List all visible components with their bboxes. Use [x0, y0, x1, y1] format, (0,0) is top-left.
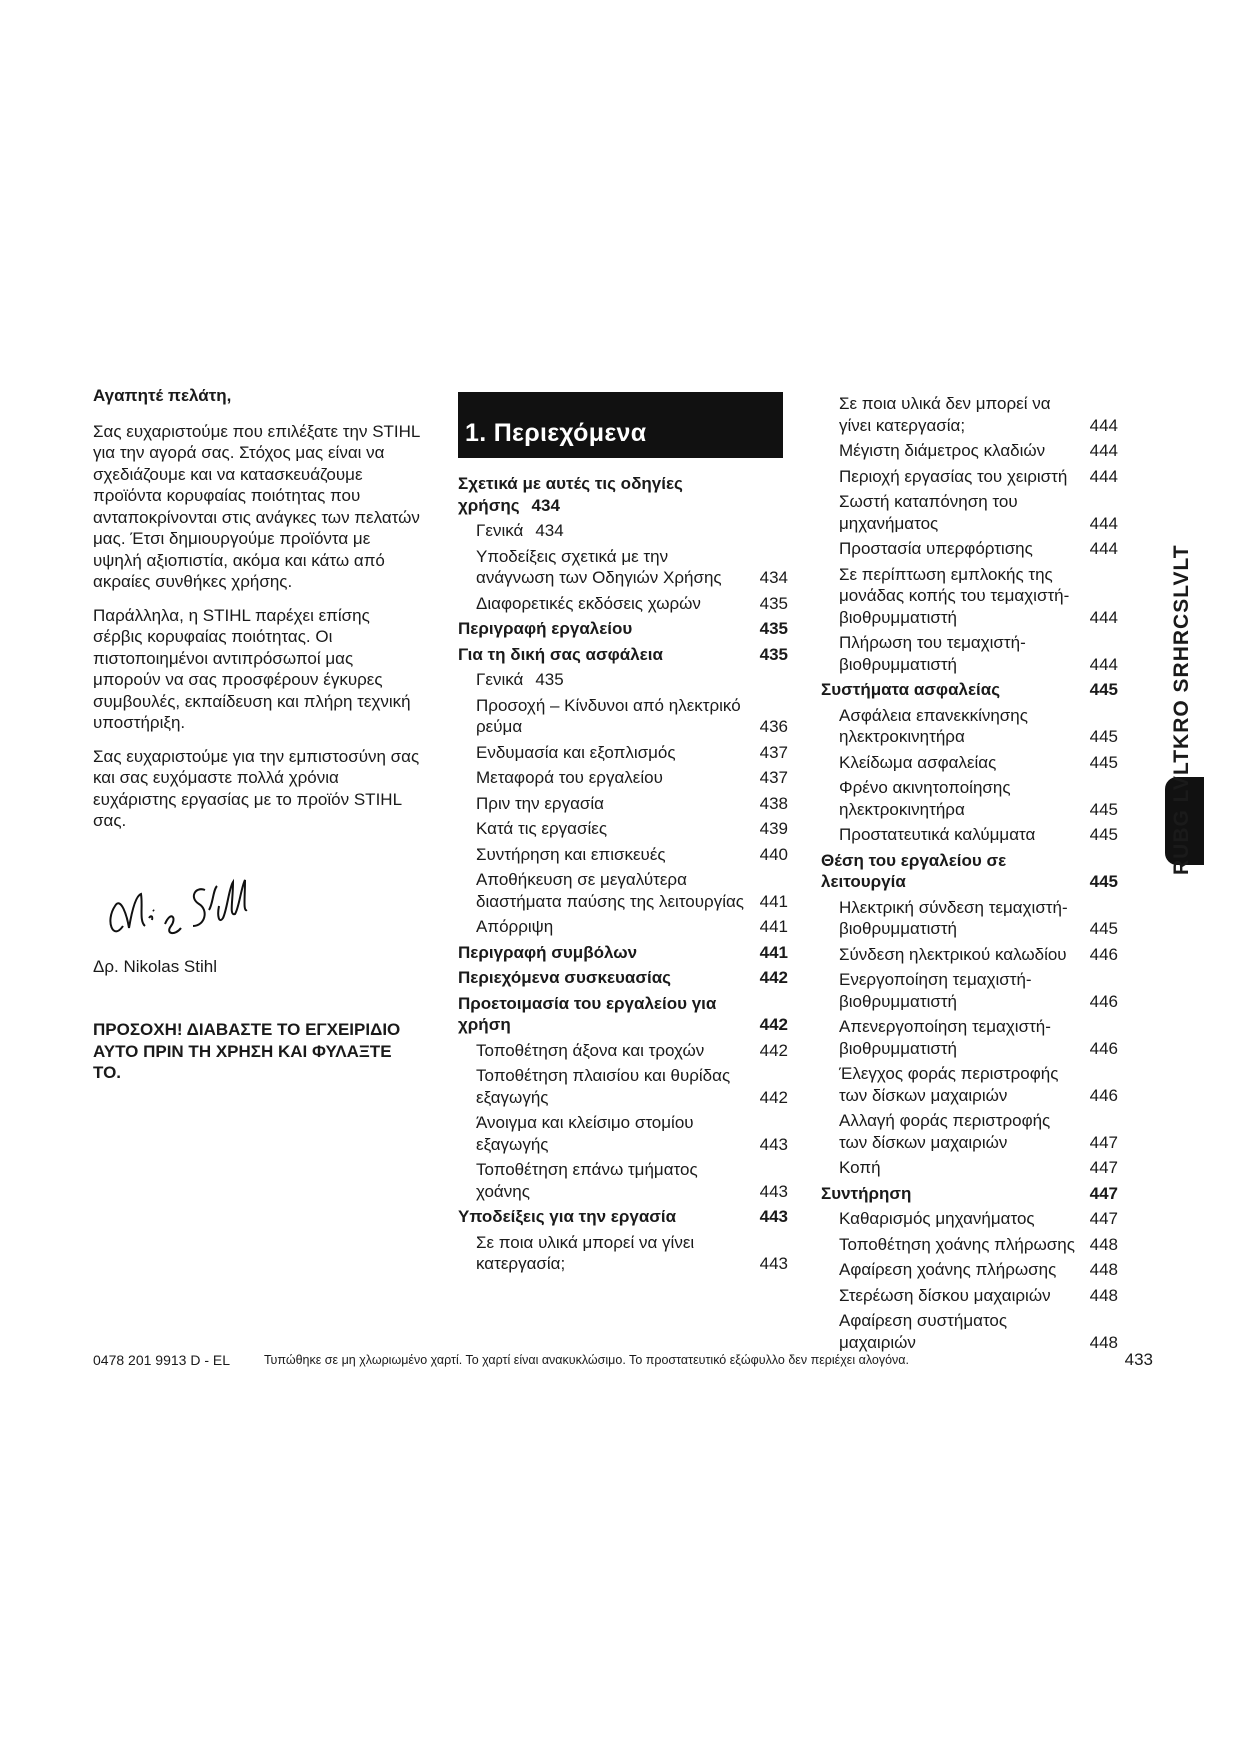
toc-section [458, 967, 788, 989]
toc-entry [821, 564, 1118, 629]
toc-entry-page: 440 [759, 844, 788, 864]
toc-entry-page: 446 [1089, 944, 1118, 964]
toc-entry-title: Περιεχόμενα συσκευασίας [458, 968, 671, 987]
toc-entry [821, 897, 1118, 940]
toc-entry [458, 742, 788, 764]
toc-entry-page: 434 [535, 521, 564, 540]
toc-section [458, 644, 788, 666]
toc-entry-title: Προσοχή – Κίνδυνοι από ηλεκτρικό ρεύμα [476, 695, 741, 736]
toc-entry-title: Υποδείξεις για την εργασία [458, 1207, 677, 1226]
toc-entry-page: 445 [1089, 825, 1118, 844]
toc-entry-title: Σχετικά με αυτές τις οδηγίες χρήσης [458, 474, 683, 515]
toc-entry-page: 445 [1089, 752, 1118, 772]
toc-entry-title: Διαφορετικές εκδόσεις χωρών [476, 593, 701, 613]
toc-entry-page: 446 [1089, 1085, 1118, 1105]
toc-entry [821, 777, 1118, 820]
toc-entry-title: Συστήματα ασφαλείας [821, 680, 1001, 699]
toc-entry-page: 444 [1089, 415, 1118, 435]
language-codes: RUBG LVLTKRO SRHRCSLVLT [1170, 544, 1193, 875]
toc-entry [458, 669, 788, 691]
toc-entry-page: 448 [1089, 1285, 1118, 1305]
toc-entry [821, 1310, 1118, 1353]
toc-entry [821, 1285, 1118, 1307]
toc-title: 1. Περιεχόμενα [465, 419, 647, 447]
toc-column-left [458, 473, 788, 1279]
toc-entry-page: 447 [1089, 1183, 1118, 1203]
toc-entry-page: 442 [759, 1015, 788, 1034]
toc-entry-page: 447 [1089, 1209, 1118, 1228]
toc-entry [821, 1208, 1118, 1230]
toc-entry-title: Φρένο ακινητοποίησης ηλεκτροκινητήρα [839, 778, 1011, 819]
toc-entry-title: Απενεργοποίηση τεμαχιστή-βιοθρυμματιστή [839, 1017, 1051, 1058]
toc-entry [821, 1016, 1118, 1059]
toc-entry-title: Σωστή καταπόνηση του μηχανήματος [839, 492, 1018, 533]
toc-entry-page: 442 [759, 1087, 788, 1107]
toc-entry-page: 444 [1089, 539, 1118, 558]
intro-paragraph-2: Παράλληλα, η STIHL παρέχει επίσης σέρβις κορυφαίας ποιότητας. Οι πιστοποιημένοι αντιπρόσωποί μας μπορούν να σας προσφέρουν έγκυρες συμβουλές, εκπαίδευση και πλήρη τεχνική υποστήριξη. [93, 605, 411, 732]
toc-entry-title: Αφαίρεση χοάνης πλήρωσης [839, 1260, 1057, 1279]
toc-entry-title: Έλεγχος φοράς περιστροφής των δίσκων μαχαιριών [839, 1064, 1059, 1105]
toc-entry-title: Θέση του εργαλείου σε λειτουργία [821, 850, 1007, 891]
toc-entry-title: Αποθήκευση σε μεγαλύτερα διαστήματα παύσης της λειτουργίας [476, 870, 744, 911]
toc-entry-page: 448 [1089, 1260, 1118, 1279]
toc-entry-page: 444 [1089, 441, 1118, 460]
toc-entry-title: Απόρριψη [476, 917, 554, 936]
toc-section [458, 942, 788, 964]
toc-entry [821, 632, 1118, 675]
toc-entry-page: 444 [1089, 513, 1118, 533]
toc-entry-page: 443 [759, 1254, 788, 1273]
toc-entry [821, 1234, 1118, 1256]
toc-entry-title: Ασφάλεια επανεκκίνησης ηλεκτροκινητήρα [839, 705, 1028, 746]
toc-entry-page: 434 [759, 568, 788, 587]
toc-entry-page: 437 [759, 742, 788, 762]
toc-entry-title: Μέγιστη διάμετρος κλαδιών [839, 441, 1046, 460]
toc-entry [821, 1157, 1118, 1179]
toc-entry-page: 439 [759, 819, 788, 838]
toc-entry [458, 1112, 788, 1155]
toc-entry-title: Σε ποια υλικά δεν μπορεί να γίνει κατεργασία; [839, 394, 1051, 435]
toc-entry [821, 705, 1118, 748]
toc-entry-page: 447 [1089, 1132, 1118, 1152]
toc-entry-page: 445 [1089, 727, 1118, 746]
toc-entry-page: 442 [759, 1040, 788, 1060]
toc-entry-page: 444 [1089, 654, 1118, 674]
toc-entry [458, 916, 788, 938]
toc-entry-page: 444 [1089, 466, 1118, 486]
toc-entry [458, 818, 788, 840]
toc-section [458, 1206, 788, 1228]
toc-entry [821, 824, 1118, 846]
toc-entry-title: Προστασία υπερφόρτισης [839, 539, 1033, 558]
toc-entry [821, 1110, 1118, 1153]
toc-entry-title: Πριν την εργασία [476, 793, 605, 813]
toc-entry-page: 435 [535, 670, 564, 689]
intro-column [93, 385, 423, 1084]
toc-entry-page: 435 [759, 619, 788, 638]
toc-entry-page: 435 [759, 644, 788, 664]
toc-entry-page: 447 [1089, 1158, 1118, 1177]
toc-entry [458, 546, 788, 589]
toc-entry [458, 1232, 788, 1275]
toc-entry-page: 437 [759, 768, 788, 787]
toc-entry-page: 448 [1089, 1234, 1118, 1254]
toc-entry-title: Γενικά [476, 521, 524, 540]
toc-header [458, 392, 783, 458]
toc-entry-title: Στερέωση δίσκου μαχαιριών [839, 1285, 1051, 1305]
toc-entry-title: Περιοχή εργασίας του χειριστή [839, 466, 1068, 486]
toc-entry-page: 445 [1089, 799, 1118, 819]
toc-entry [458, 695, 788, 738]
toc-entry-page: 445 [1089, 919, 1118, 938]
toc-entry [821, 393, 1118, 436]
toc-entry-page: 446 [1089, 1038, 1118, 1058]
toc-entry-page: 434 [531, 495, 560, 515]
toc-entry [821, 1259, 1118, 1281]
toc-entry [458, 1159, 788, 1202]
toc-entry-page: 441 [759, 917, 788, 936]
toc-entry-page: 441 [759, 942, 788, 962]
toc-entry-title: Γενικά [476, 670, 524, 689]
toc-entry [458, 767, 788, 789]
toc-entry-page: 436 [759, 717, 788, 736]
page-number: 433 [1124, 1350, 1153, 1369]
toc-entry-title: Ενεργοποίηση τεμαχιστή-βιοθρυμματιστή [839, 970, 1032, 1011]
toc-entry-page: 445 [1089, 680, 1118, 699]
toc-entry-page: 443 [759, 1181, 788, 1201]
toc-entry-title: Μεταφορά του εργαλείου [476, 768, 663, 787]
document-code: 0478 201 9913 D - EL [93, 1352, 230, 1368]
toc-entry-page: 438 [759, 793, 788, 813]
toc-section [458, 618, 788, 640]
toc-entry-title: Τοποθέτηση άξονα και τροχών [476, 1040, 705, 1060]
toc-entry [821, 538, 1118, 560]
toc-entry-title: Περιγραφή συμβόλων [458, 942, 638, 962]
toc-entry-title: Αλλαγή φοράς περιστροφής των δίσκων μαχαιριών [839, 1111, 1051, 1152]
toc-section [821, 1183, 1118, 1205]
toc-entry-title: Τοποθέτηση πλαισίου και θυρίδας εξαγωγής [476, 1066, 731, 1107]
toc-entry-title: Προετοιμασία του εργαλείου για χρήση [458, 993, 717, 1034]
toc-entry-title: Πλήρωση του τεμαχιστή-βιοθρυμματιστή [839, 633, 1026, 674]
toc-entry-title: Καθαρισμός μηχανήματος [839, 1209, 1035, 1228]
toc-entry [458, 593, 788, 615]
toc-entry-title: Κλείδωμα ασφαλείας [839, 752, 997, 772]
signature [93, 866, 273, 956]
toc-entry-page: 445 [1089, 872, 1118, 891]
toc-entry-title: Κοπή [839, 1158, 881, 1177]
toc-entry-page: 444 [1089, 607, 1118, 627]
toc-entry-title: Σε περίπτωση εμπλοκής της μονάδας κοπής του τεμαχιστή-βιοθρυμματιστή [839, 564, 1070, 627]
toc-entry-page: 448 [1089, 1332, 1118, 1352]
toc-entry [458, 793, 788, 815]
footer-note: Τυπώθηκε σε μη χλωριωμένο χαρτί. Το χαρτί είναι ανακυκλώσιμο. Το προστατευτικό εξώφυλλο δεν περιέχει αλογόνα. [264, 1353, 910, 1367]
toc-column-right [821, 393, 1118, 1357]
toc-entry-page: 443 [759, 1134, 788, 1154]
toc-entry [458, 869, 788, 912]
toc-entry-title: Άνοιγμα και κλείσιμο στομίου εξαγωγής [476, 1113, 694, 1154]
toc-section [458, 993, 788, 1036]
toc-section [458, 473, 788, 516]
warning-text: ΠΡΟΣΟΧΗ! ΔΙΑΒΑΣΤΕ ΤΟ ΕΓΧΕΙΡΙΔΙΟ ΑΥΤΟ ΠΡΙΝ ΤΗ ΧΡΗΣΗ ΚΑΙ ΦΥΛΑΞΤΕ ΤΟ. [93, 1020, 401, 1082]
toc-entry-page: 442 [759, 968, 788, 987]
toc-entry [821, 491, 1118, 534]
toc-entry-title: Σύνδεση ηλεκτρικού καλωδίου [839, 944, 1067, 964]
toc-entry [821, 969, 1118, 1012]
toc-entry-page: 446 [1089, 991, 1118, 1011]
toc-entry [458, 1040, 788, 1062]
signer-name: Δρ. Nikolas Stihl [93, 956, 218, 976]
intro-paragraph-1: Σας ευχαριστούμε που επιλέξατε την STIHL για την αγορά σας. Στόχος μας είναι να σχεδιάζουμε και να κατασκευάζουμε προϊόντα κορυφαίας ποιότητας που ανταποκρίνονται στις ανάγκες των πελατών μας. Έτσι δημιουργούμε προϊόντα με υψηλή αξιοπιστία, ακόμα και κάτω από ακραίες συνθήκες χρήσης. [93, 421, 420, 591]
toc-entry-title: Για τη δική σας ασφάλεια [458, 644, 663, 664]
toc-entry-page: 435 [759, 593, 788, 613]
toc-entry [458, 1065, 788, 1108]
toc-entry-title: Κατά τις εργασίες [476, 819, 608, 838]
toc-entry-title: Τοποθέτηση χοάνης πλήρωσης [839, 1234, 1075, 1254]
toc-entry [821, 466, 1118, 488]
toc-entry [458, 844, 788, 866]
toc-entry-title: Συντήρηση και επισκευές [476, 844, 666, 864]
language-sidebar [1160, 544, 1200, 895]
toc-section [821, 850, 1118, 893]
toc-entry-title: Σε ποια υλικά μπορεί να γίνει κατεργασία; [476, 1232, 695, 1273]
toc-entry-title: Υποδείξεις σχετικά με την ανάγνωση των Οδηγιών Χρήσης [476, 546, 722, 587]
intro-paragraph-3: Σας ευχαριστούμε για την εμπιστοσύνη σας και σας ευχόμαστε πολλά χρόνια ευχάριστης εργασίας με το προϊόν STIHL σας. [93, 746, 420, 830]
toc-entry-title: Ενδυμασία και εξοπλισμός [476, 742, 676, 762]
toc-entry-title: Αφαίρεση συστήματος μαχαιριών [839, 1311, 1008, 1352]
toc-entry-title: Προστατευτικά καλύμματα [839, 825, 1036, 844]
toc-entry-title: Συντήρηση [821, 1183, 912, 1203]
toc-entry [821, 440, 1118, 462]
toc-entry [821, 1063, 1118, 1106]
greeting: Αγαπητέ πελάτη, [93, 386, 232, 405]
toc-entry-title: Ηλεκτρική σύνδεση τεμαχιστή-βιοθρυμματιστή [839, 897, 1068, 938]
toc-entry [458, 520, 788, 542]
toc-entry [821, 752, 1118, 774]
toc-entry-title: Τοποθέτηση επάνω τμήματος χοάνης [476, 1160, 698, 1201]
toc-section [821, 679, 1118, 701]
toc-entry-title: Περιγραφή εργαλείου [458, 619, 633, 638]
toc-entry-page: 443 [759, 1207, 788, 1226]
toc-entry [821, 944, 1118, 966]
toc-entry-page: 441 [759, 891, 788, 911]
